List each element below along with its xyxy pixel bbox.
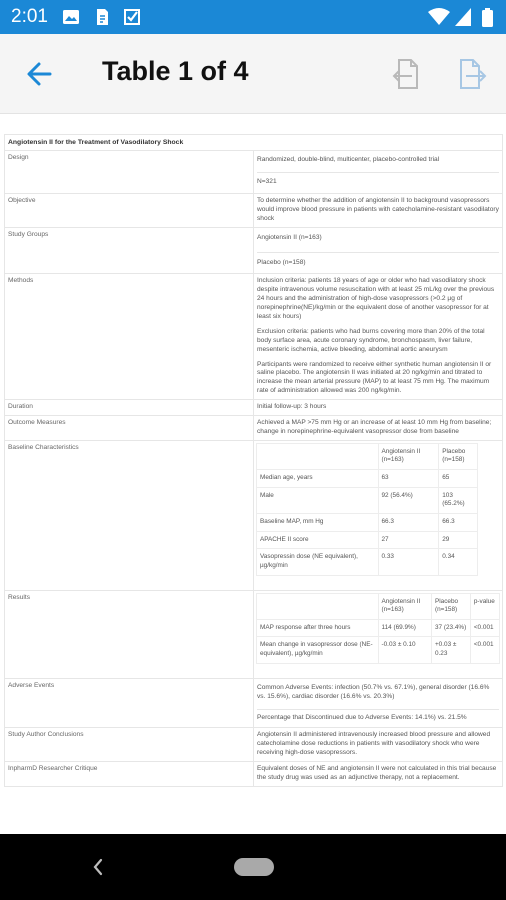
sim-update-icon: [93, 8, 111, 26]
row-label-results: Results: [5, 590, 254, 678]
home-pill[interactable]: [234, 858, 274, 876]
cell-signal-icon: [455, 8, 471, 26]
results-header: Placebo (n=158): [431, 593, 470, 619]
results-header: Angiotensin II (n=163): [378, 593, 431, 619]
methods-paragraph: Participants were randomized to receive either synthetic human angiotensin II or saline placebo. The angiotensin II was initiated at 20 ng/kg/min and titrated to increase the mean arterial pressure (MAP) to at least 75 mm Hg. The maximum rate of administration allowed was 200 ng/kg/min.: [257, 360, 492, 395]
baseline-cell-label: Baseline MAP, mm Hg: [257, 513, 379, 531]
conclusions-text: Angiotensin II administered intravenously increased blood pressure and allowed catecholamine dose reductions in patients with vasodilatory shock who were receiving high-dose vasopressors.: [254, 728, 503, 762]
page-title: Table 1 of 4: [102, 56, 249, 86]
baseline-cell-value: 27: [378, 531, 439, 549]
results-cell-value: <0.001: [470, 619, 499, 637]
table-row-objective: [5, 193, 503, 227]
table-caption: Angiotensin II for the Treatment of Vasodilatory Shock: [5, 135, 503, 151]
baseline-cell-label: APACHE II score: [257, 531, 379, 549]
document-viewer[interactable]: [0, 114, 506, 834]
table-row: [257, 549, 500, 575]
results-header: p-value: [470, 593, 499, 619]
nav-back-icon[interactable]: [90, 856, 106, 878]
baseline-spacer: [478, 487, 500, 513]
baseline-cell-value: 0.34: [439, 549, 478, 575]
table-row-design: [5, 151, 503, 194]
baseline-cell-value: 0.33: [378, 549, 439, 575]
critique-text: Equivalent doses of NE and angiotensin II were not calculated in this trial because the study drug was used as an adjunctive therapy, not a replacement.: [254, 762, 503, 787]
wifi-icon: [428, 8, 450, 26]
baseline-spacer: [478, 513, 500, 531]
design-line: N=321: [257, 172, 499, 190]
results-cell-label: MAP response after three hours: [257, 619, 379, 637]
table-row-critique: [5, 762, 503, 787]
results-cell-value: -0.03 ± 0.10: [378, 637, 431, 663]
design-line: Randomized, double-blind, multicenter, placebo-controlled trial: [257, 156, 440, 164]
row-label-critique: InpharmD Researcher Critique: [5, 762, 254, 787]
baseline-cell-value: 65: [439, 470, 478, 488]
results-cell-value: 37 (23.4%): [431, 619, 470, 637]
baseline-cell-value: 29: [439, 531, 478, 549]
methods-paragraph: Exclusion criteria: patients who had burns covering more than 20% of the total body surface area, acute coronary syndrome, bronchospasm, liver failure, mesenteric ischemia, active bleeding, abdominal aortic aneurysm: [257, 327, 485, 353]
results-cell-value: 114 (69.9%): [378, 619, 431, 637]
outcome-text: Achieved a MAP >75 mm Hg or an increase of at least 10 mm Hg from baseline; change in norepinephrine-equivalent vasopressor dose from baseline: [254, 415, 503, 440]
table-row-baseline: [5, 440, 503, 590]
table-row-duration: [5, 400, 503, 416]
results-cell: [254, 590, 503, 678]
row-label-adverse: Adverse Events: [5, 678, 254, 728]
results-header: [257, 593, 379, 619]
table-row: [257, 487, 500, 513]
table-row-outcome: [5, 415, 503, 440]
battery-icon: [482, 8, 493, 27]
baseline-header: Placebo (n=158): [439, 443, 478, 469]
row-label-duration: Duration: [5, 400, 254, 416]
baseline-spacer: [478, 443, 500, 469]
baseline-cell-value: 66.3: [378, 513, 439, 531]
adverse-line: Common Adverse Events: infection (50.7% vs. 67.1%), general disorder (16.6% vs. 15.6%), cardiac disorder (16.6% vs. 20.3%): [257, 683, 490, 700]
table-row: [257, 513, 500, 531]
table-row-study-groups: [5, 227, 503, 274]
app-bar: [0, 34, 506, 114]
baseline-spacer: [478, 470, 500, 488]
objective-text: To determine whether the addition of angiotensin II to background vasopressors would improve blood pressure in patients with catecholamine-resistant vasodilatory shock: [254, 193, 503, 227]
results-cell-label: Mean change in vasopressor dose (NE-equivalent), µg/kg/min: [257, 637, 379, 663]
results-cell-value: <0.001: [470, 637, 499, 663]
baseline-cell-value: 92 (56.4%): [378, 487, 439, 513]
baseline-cell-value: 103 (65.2%): [439, 487, 478, 513]
previous-page-icon[interactable]: [390, 56, 422, 92]
baseline-table: [256, 443, 500, 576]
study-group-item: Placebo (n=158): [257, 252, 499, 271]
system-nav-bar: [0, 834, 506, 900]
next-page-icon[interactable]: [456, 56, 488, 92]
methods-cell: [254, 274, 503, 400]
status-time: 2:01: [11, 6, 48, 27]
baseline-header-row: [257, 443, 500, 469]
design-cell: [254, 151, 503, 194]
table-row: [257, 619, 500, 637]
table-row-results: [5, 590, 503, 678]
table-caption-row: [5, 135, 503, 151]
row-label-baseline: Baseline Characteristics: [5, 440, 254, 590]
study-group-item: Angiotensin II (n=163): [257, 233, 322, 241]
table-row-adverse: [5, 678, 503, 728]
status-bar: [0, 0, 506, 34]
baseline-header: Angiotensin II (n=163): [378, 443, 439, 469]
results-cell-value: +0.03 ± 0.23: [431, 637, 470, 663]
results-header-row: [257, 593, 500, 619]
adverse-line: Percentage that Discontinued due to Adverse Events: 14.1%) vs. 21.5%: [257, 709, 499, 725]
baseline-spacer: [478, 531, 500, 549]
duration-text: Initial follow-up: 3 hours: [254, 400, 503, 416]
adverse-cell: [254, 678, 503, 728]
results-table: [256, 593, 500, 664]
table-row: [257, 470, 500, 488]
image-icon: [62, 8, 80, 26]
baseline-cell: [254, 440, 503, 590]
methods-paragraph: Inclusion criteria: patients 18 years of age or older who had vasodilatory shock despite intravenous volume resuscitation with at least 25 mL/kg over the previous 24 hours and the administration of high-dose vasopressors (>0.2 µg of norepinephrine(NE)/kg/min or the equivalent dose of another vasopressor for at least six hours): [257, 277, 495, 320]
arrow-back-icon[interactable]: [22, 56, 58, 92]
table-row: [257, 637, 500, 663]
baseline-cell-value: 66.3: [439, 513, 478, 531]
row-label-conclusions: Study Author Conclusions: [5, 728, 254, 762]
row-label-objective: Objective: [5, 193, 254, 227]
app-icon: [123, 8, 141, 26]
table-row: [257, 531, 500, 549]
baseline-cell-label: Male: [257, 487, 379, 513]
row-label-study-groups: Study Groups: [5, 227, 254, 274]
row-label-outcome: Outcome Measures: [5, 415, 254, 440]
row-label-design: Design: [5, 151, 254, 194]
baseline-cell-label: Vasopressin dose (NE equivalent), µg/kg/min: [257, 549, 379, 575]
baseline-cell-value: 63: [378, 470, 439, 488]
baseline-spacer: [478, 549, 500, 575]
row-label-methods: Methods: [5, 274, 254, 400]
baseline-cell-label: Median age, years: [257, 470, 379, 488]
study-table: [4, 134, 503, 787]
table-row-methods: [5, 274, 503, 400]
study-groups-cell: [254, 227, 503, 274]
table-row-conclusions: [5, 728, 503, 762]
baseline-header: [257, 443, 379, 469]
